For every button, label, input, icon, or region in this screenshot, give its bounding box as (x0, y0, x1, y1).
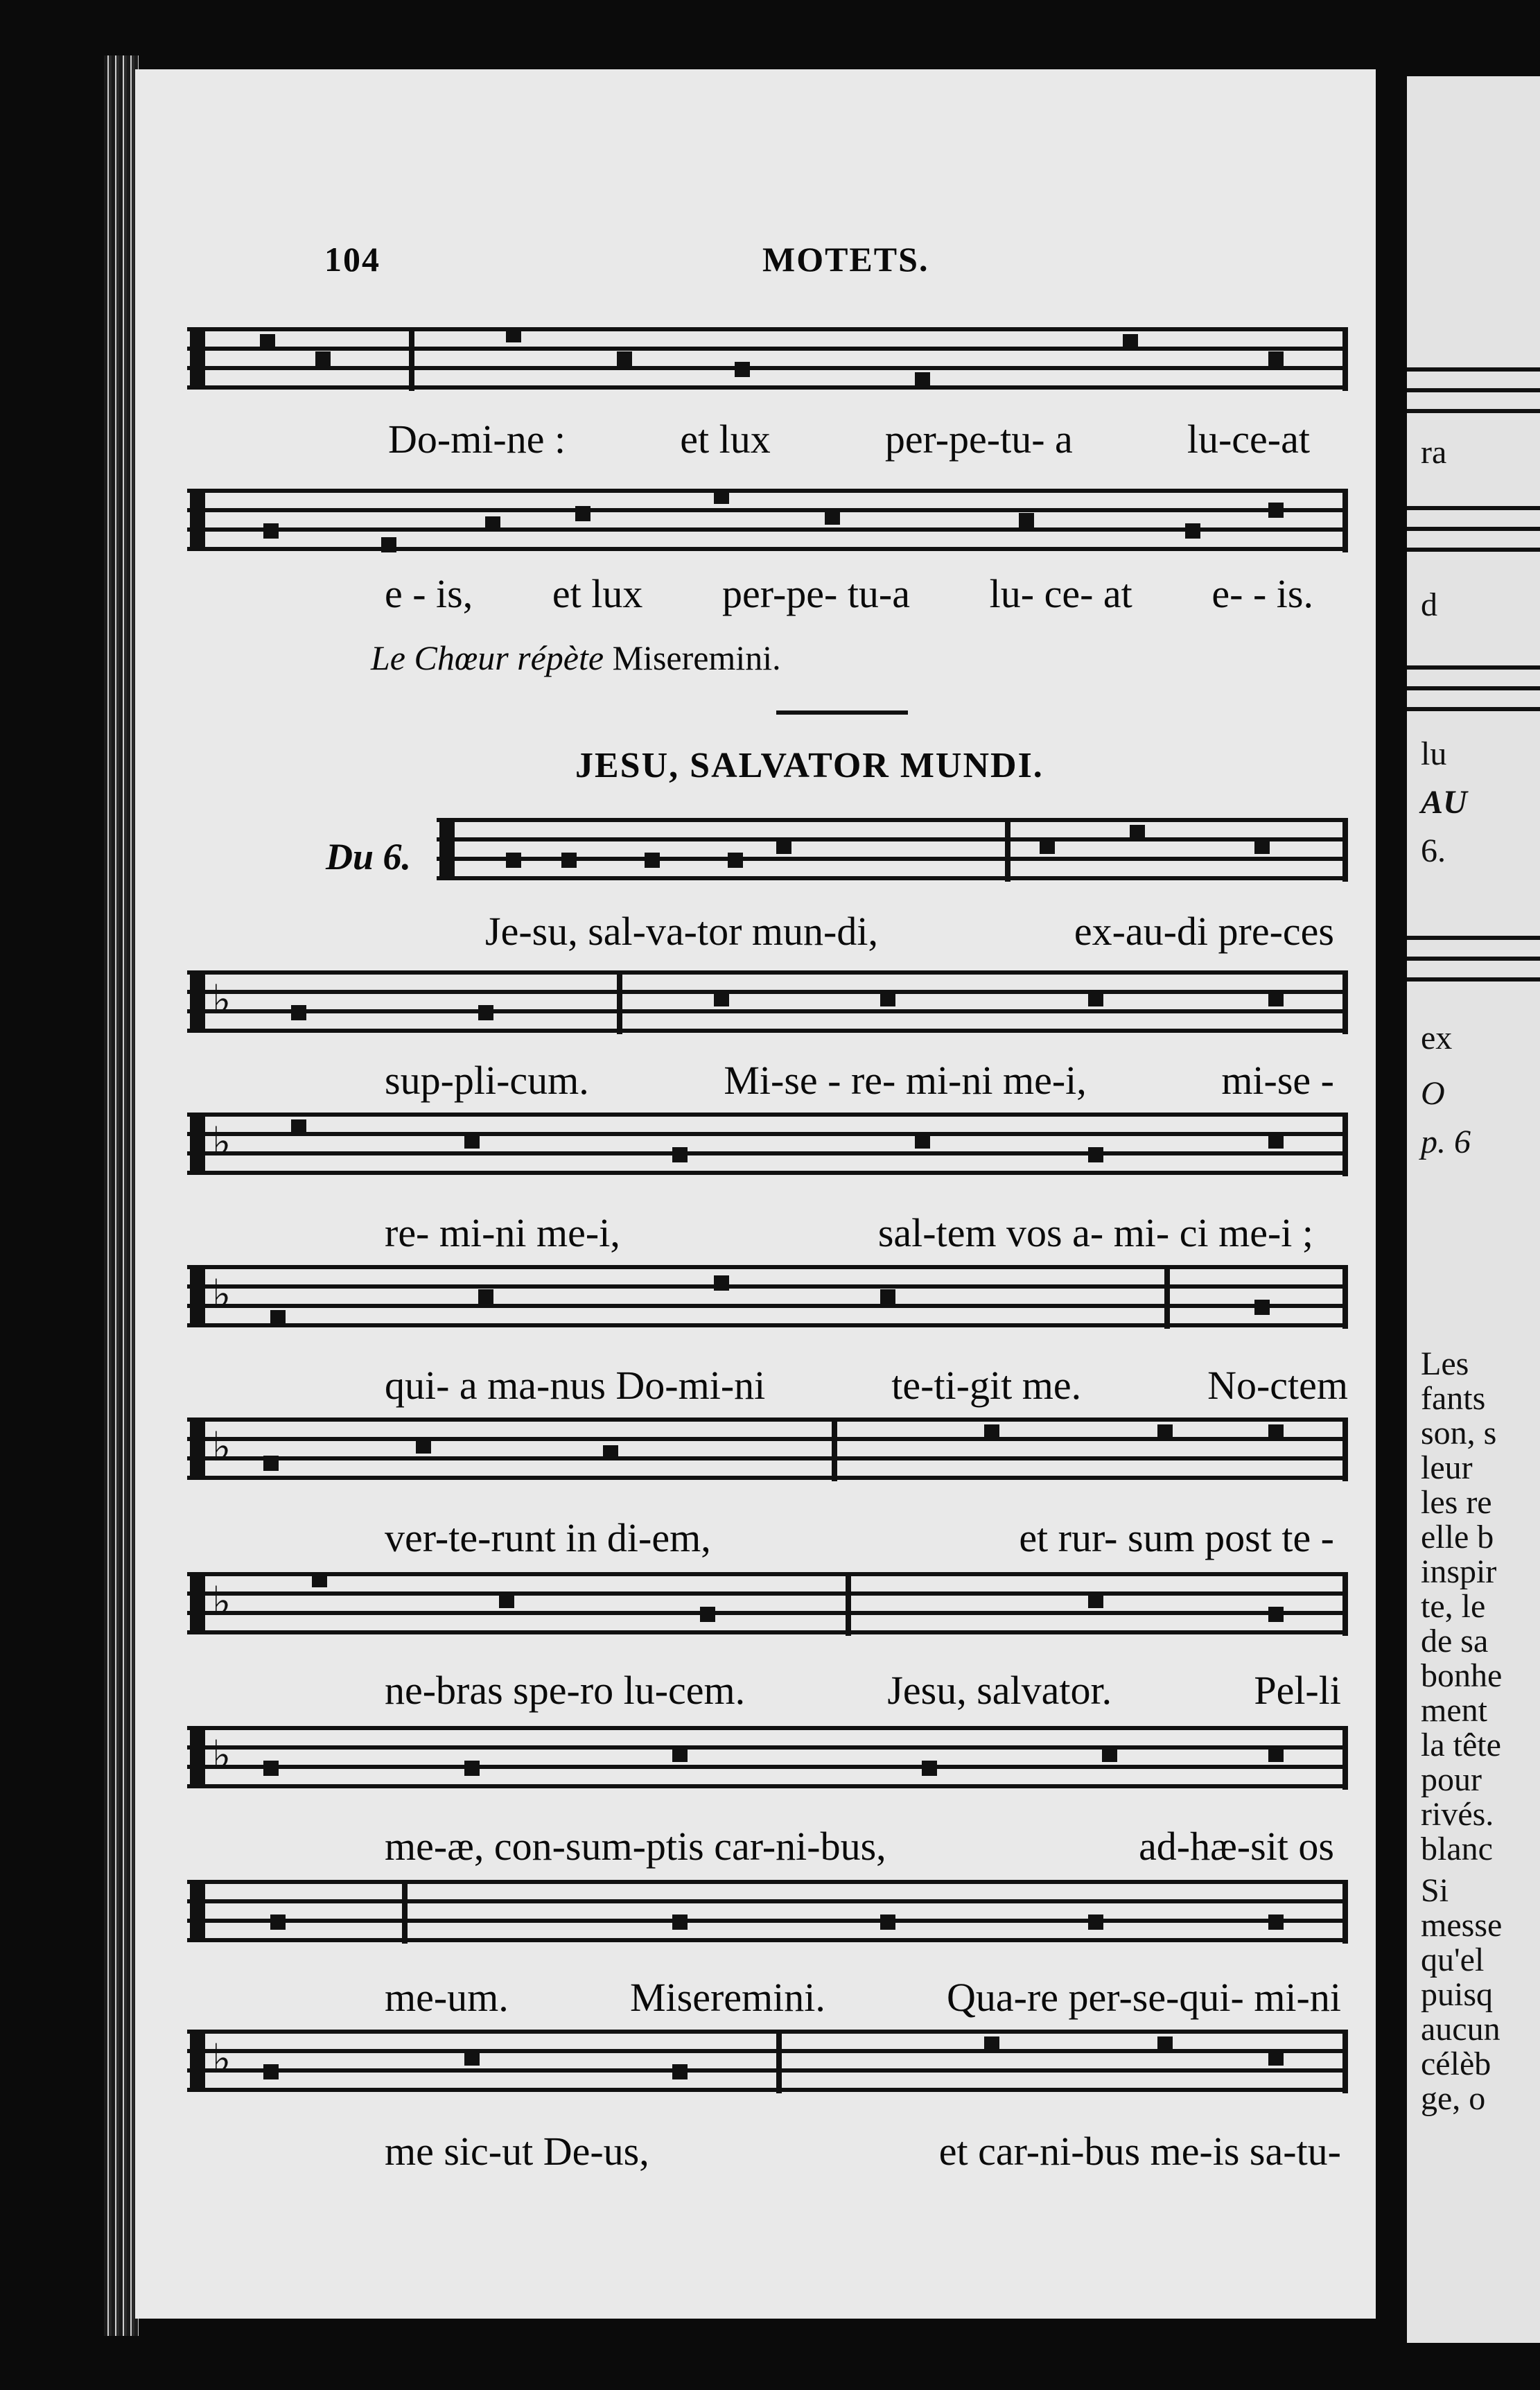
fragment-text: bonhe (1421, 1657, 1503, 1694)
lyric-word: me-æ, con-sum-ptis car-ni-bus, (385, 1824, 886, 1869)
lyric-line (485, 908, 1334, 954)
lyric-line (385, 1974, 1341, 2021)
fragment-text: de sa (1421, 1623, 1489, 1659)
section-title: JESU, SALVATOR MUNDI. (575, 746, 1044, 785)
fragment-text: lu (1421, 735, 1447, 772)
lyric-word: e - is, (385, 571, 473, 616)
lyric-word: ex-au-di pre-ces (1074, 909, 1334, 954)
lyric-word: re- mi-ni me-i, (385, 1210, 620, 1255)
music-staff (187, 327, 1348, 391)
lyric-word: ne-bras spe-ro lu-cem. (385, 1668, 746, 1713)
rubric-roman: Miseremini. (612, 638, 781, 677)
rubric-italic: Le Chœur répète (371, 638, 604, 677)
fragment-text: puisq (1421, 1976, 1494, 2013)
fragment-text: la tête (1421, 1727, 1501, 1763)
lyric-word: ad-hæ-sit os (1139, 1824, 1334, 1869)
lyric-word: e- - is. (1211, 571, 1313, 616)
fragment-text: elle b (1421, 1519, 1494, 1555)
lyric-word: et rur- sum post te - (1019, 1515, 1334, 1560)
fragment-text: inspir (1421, 1553, 1497, 1590)
book-page-edges (104, 55, 139, 2336)
lyric-word: mi-se - (1221, 1058, 1334, 1103)
lyric-word: qui- a ma-nus Do-mi-ni (385, 1363, 766, 1408)
music-staff: ♭ (187, 2030, 1348, 2093)
fragment-text: ge, o (1421, 2080, 1486, 2117)
page-number: 104 (324, 240, 380, 279)
fragment-text: 6. (1421, 832, 1446, 869)
lyric-word: No-ctem (1207, 1363, 1348, 1408)
music-staff: ♭ (187, 1726, 1348, 1790)
lyric-line (385, 1210, 1313, 1256)
lyric-word: Qua-re per-se-qui- mi-ni (947, 1975, 1341, 2020)
fragment-text: d (1421, 586, 1437, 623)
lyric-line (385, 2128, 1341, 2174)
lyric-word: me-um. (385, 1975, 509, 2020)
lyric-word: te-ti-git me. (891, 1363, 1082, 1408)
lyric-word: et lux (680, 417, 771, 462)
lyric-word: et car-ni-bus me-is sa-tu- (938, 2129, 1341, 2174)
lyric-word: Pel-li (1254, 1668, 1341, 1713)
fragment-text: les re (1421, 1484, 1492, 1521)
fragment-text: Les (1421, 1345, 1469, 1382)
lyric-line (385, 1057, 1334, 1104)
music-staff (187, 489, 1348, 552)
fragment-text: pour (1421, 1761, 1482, 1798)
lyric-line (385, 1823, 1334, 1869)
lyric-line (385, 1667, 1341, 1713)
lyric-word: Je-su, sal-va-tor mun-di, (485, 909, 878, 954)
music-staff: ♭ (187, 1572, 1348, 1636)
lyric-word: lu-ce-at (1187, 417, 1310, 462)
lyric-word: sal-tem vos a- mi- ci me-i ; (877, 1210, 1313, 1255)
lyric-word: me sic-ut De-us, (385, 2129, 649, 2174)
lyric-word: ver-te-runt in di-em, (385, 1515, 711, 1560)
music-staff (437, 818, 1348, 882)
lyric-line (385, 570, 1313, 617)
music-staff (187, 1880, 1348, 1944)
facing-page-fragment (1407, 76, 1540, 2343)
fragment-text: AU (1421, 784, 1467, 821)
lyric-word: Jesu, salvator. (887, 1668, 1112, 1713)
fragment-text: aucun (1421, 2011, 1500, 2048)
fragment-text: blanc (1421, 1831, 1493, 1867)
fragment-text: ex (1421, 1020, 1453, 1056)
fragment-text: O (1421, 1075, 1445, 1112)
fragment-text: Si (1421, 1872, 1449, 1909)
lyric-line (385, 1515, 1334, 1561)
fragment-text: fants (1421, 1380, 1486, 1417)
lyric-word: et lux (552, 571, 643, 616)
music-staff: ♭ (187, 1113, 1348, 1176)
lyric-word: lu- ce- at (989, 571, 1132, 616)
fragment-text: ra (1421, 434, 1447, 471)
lyric-word: Miseremini. (629, 1975, 825, 2020)
music-staff: ♭ (187, 1265, 1348, 1329)
fragment-text: messe (1421, 1907, 1503, 1944)
fragment-text: p. 6 (1421, 1124, 1471, 1160)
fragment-text: leur (1421, 1449, 1473, 1486)
fragment-text: rivés. (1421, 1796, 1494, 1833)
lyric-line (388, 416, 1310, 462)
running-title: MOTETS. (762, 240, 929, 279)
fragment-text: ment (1421, 1692, 1487, 1729)
fragment-text: qu'el (1421, 1942, 1485, 1978)
fragment-text: célèb (1421, 2046, 1491, 2082)
fragment-text: te, le (1421, 1588, 1486, 1625)
lyric-word: per-pe- tu-a (722, 571, 910, 616)
music-staff: ♭ (187, 1418, 1348, 1481)
lyric-word: Mi-se - re- mi-ni me-i, (724, 1058, 1087, 1103)
lyric-word: per-pe-tu- a (884, 417, 1073, 462)
music-staff: ♭ (187, 970, 1348, 1034)
lyric-word: Do-mi-ne : (388, 417, 566, 462)
lyric-line (385, 1362, 1348, 1408)
fragment-text: son, s (1421, 1415, 1497, 1451)
rubric (371, 638, 781, 678)
section-divider (776, 710, 908, 715)
mode-label: Du 6. (326, 836, 412, 878)
lyric-word: sup-pli-cum. (385, 1058, 589, 1103)
